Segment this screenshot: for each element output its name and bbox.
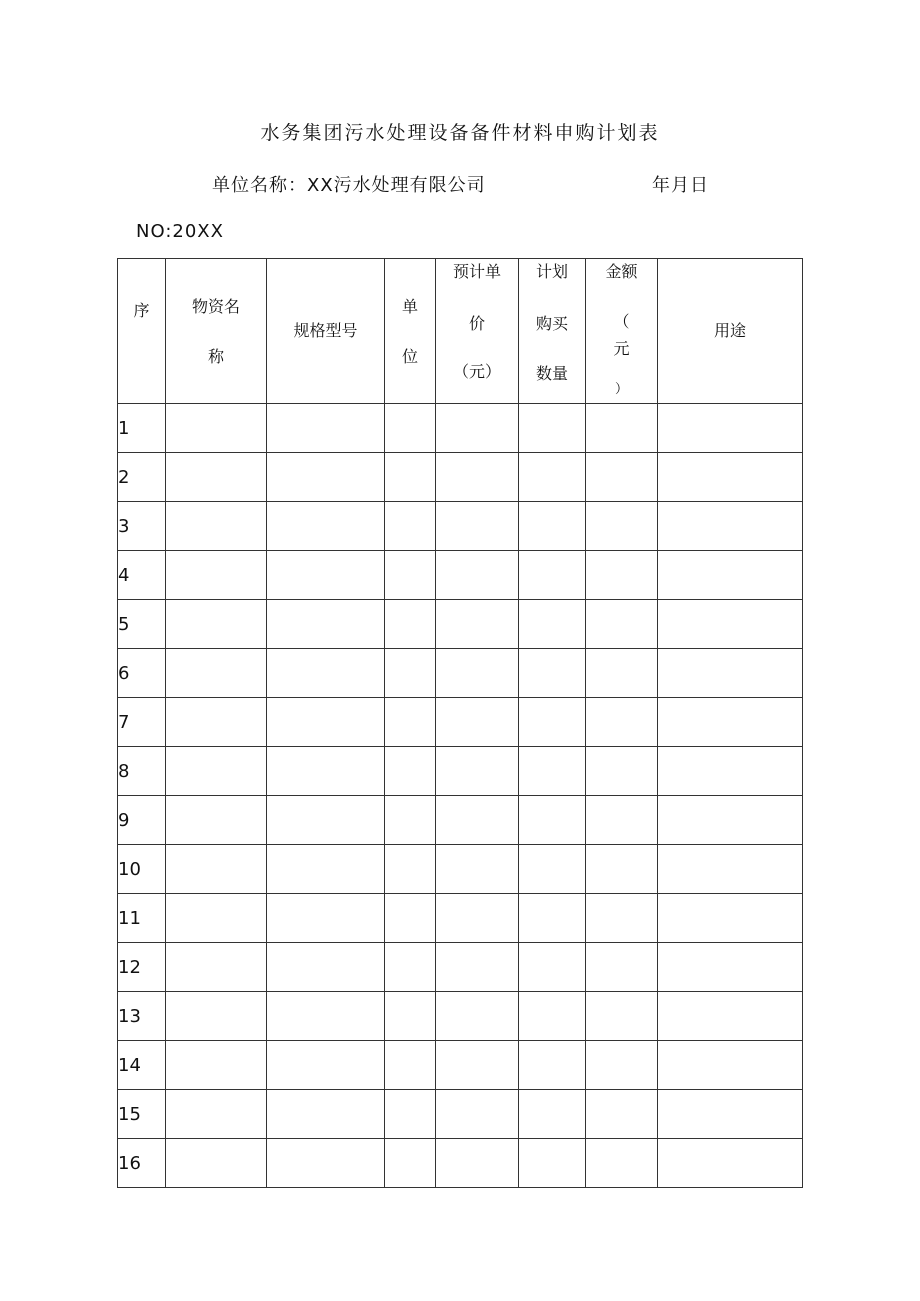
unit-cell bbox=[385, 1041, 436, 1090]
quantity-cell bbox=[519, 698, 586, 747]
item-name-cell bbox=[166, 600, 267, 649]
col-qty-line3: 数量 bbox=[535, 364, 568, 383]
amount-cell bbox=[586, 649, 658, 698]
col-item-name bbox=[166, 259, 267, 404]
unit-price-cell bbox=[436, 1041, 519, 1090]
unit-price-cell bbox=[436, 796, 519, 845]
table-row bbox=[118, 600, 803, 649]
amount-cell bbox=[586, 1139, 658, 1188]
row-number: 11 bbox=[118, 894, 166, 943]
item-name-cell bbox=[166, 404, 267, 453]
usage-cell bbox=[658, 796, 803, 845]
unit-cell bbox=[385, 698, 436, 747]
unit-cell bbox=[385, 551, 436, 600]
col-item-name-line2: 称 bbox=[207, 347, 224, 366]
purchase-plan-table bbox=[117, 258, 803, 1188]
usage-cell bbox=[658, 943, 803, 992]
usage-cell bbox=[658, 845, 803, 894]
quantity-cell bbox=[519, 502, 586, 551]
unit-price-cell bbox=[436, 992, 519, 1041]
table-row bbox=[118, 404, 803, 453]
row-number: 10 bbox=[118, 845, 166, 894]
spec-cell bbox=[267, 1041, 385, 1090]
spec-cell bbox=[267, 649, 385, 698]
unit-price-cell bbox=[436, 698, 519, 747]
item-name-cell bbox=[166, 992, 267, 1041]
col-amount-line4: ） bbox=[614, 382, 628, 397]
quantity-cell bbox=[519, 1041, 586, 1090]
item-name-cell bbox=[166, 649, 267, 698]
row-number: 8 bbox=[118, 747, 166, 796]
spec-cell bbox=[267, 551, 385, 600]
amount-cell bbox=[586, 502, 658, 551]
spec-cell bbox=[267, 1090, 385, 1139]
col-price-line2: 价 bbox=[468, 314, 485, 333]
col-unit-price bbox=[436, 259, 519, 404]
col-price-line3: （元） bbox=[452, 362, 501, 381]
table-row bbox=[118, 796, 803, 845]
unit-cell bbox=[385, 600, 436, 649]
unit-price-cell bbox=[436, 943, 519, 992]
unit-price-cell bbox=[436, 747, 519, 796]
col-amount bbox=[586, 259, 658, 404]
col-unit-line2: 位 bbox=[401, 347, 418, 366]
usage-cell bbox=[658, 1090, 803, 1139]
amount-cell bbox=[586, 992, 658, 1041]
usage-cell bbox=[658, 551, 803, 600]
table-row bbox=[118, 1139, 803, 1188]
unit-cell bbox=[385, 992, 436, 1041]
usage-cell bbox=[658, 747, 803, 796]
table-row bbox=[118, 502, 803, 551]
unit-cell bbox=[385, 796, 436, 845]
row-number: 7 bbox=[118, 698, 166, 747]
row-number: 4 bbox=[118, 551, 166, 600]
col-unit-line1: 单 bbox=[401, 297, 418, 316]
amount-cell bbox=[586, 698, 658, 747]
quantity-cell bbox=[519, 894, 586, 943]
unit-price-cell bbox=[436, 453, 519, 502]
unit-price-cell bbox=[436, 894, 519, 943]
item-name-cell bbox=[166, 698, 267, 747]
row-number: 1 bbox=[118, 404, 166, 453]
row-number: 6 bbox=[118, 649, 166, 698]
item-name-cell bbox=[166, 1090, 267, 1139]
spec-cell bbox=[267, 992, 385, 1041]
item-name-cell bbox=[166, 1041, 267, 1090]
item-name-cell bbox=[166, 551, 267, 600]
unit-cell bbox=[385, 649, 436, 698]
row-number: 12 bbox=[118, 943, 166, 992]
amount-cell bbox=[586, 894, 658, 943]
unit-price-cell bbox=[436, 1090, 519, 1139]
item-name-cell bbox=[166, 845, 267, 894]
unit-price-cell bbox=[436, 551, 519, 600]
table-row bbox=[118, 1090, 803, 1139]
quantity-cell bbox=[519, 404, 586, 453]
quantity-cell bbox=[519, 1139, 586, 1188]
col-spec-label: 规格型号 bbox=[293, 321, 358, 340]
amount-cell bbox=[586, 600, 658, 649]
row-number: 5 bbox=[118, 600, 166, 649]
table-row bbox=[118, 453, 803, 502]
quantity-cell bbox=[519, 600, 586, 649]
amount-cell bbox=[586, 551, 658, 600]
col-amount-line1: 金额 bbox=[605, 262, 638, 281]
usage-cell bbox=[658, 698, 803, 747]
item-name-cell bbox=[166, 796, 267, 845]
unit-cell bbox=[385, 894, 436, 943]
unit-price-cell bbox=[436, 404, 519, 453]
table-row bbox=[118, 551, 803, 600]
unit-cell bbox=[385, 1139, 436, 1188]
col-usage-label: 用途 bbox=[713, 321, 746, 340]
row-number: 9 bbox=[118, 796, 166, 845]
unit-name: 单位名称：XX污水处理有限公司 bbox=[212, 175, 486, 196]
spec-cell bbox=[267, 845, 385, 894]
item-name-cell bbox=[166, 1139, 267, 1188]
col-amount-line2: （ bbox=[613, 312, 630, 331]
amount-cell bbox=[586, 943, 658, 992]
usage-cell bbox=[658, 453, 803, 502]
quantity-cell bbox=[519, 796, 586, 845]
amount-cell bbox=[586, 1041, 658, 1090]
spec-cell bbox=[267, 698, 385, 747]
table-row bbox=[118, 1041, 803, 1090]
unit-cell bbox=[385, 453, 436, 502]
row-number: 2 bbox=[118, 453, 166, 502]
col-qty-line1: 计划 bbox=[535, 262, 568, 281]
page-title: 水务集团污水处理设备备件材料申购计划表 bbox=[260, 122, 660, 144]
table-row bbox=[118, 943, 803, 992]
item-name-cell bbox=[166, 894, 267, 943]
usage-cell bbox=[658, 894, 803, 943]
table-row bbox=[118, 649, 803, 698]
col-quantity bbox=[519, 259, 586, 404]
usage-cell bbox=[658, 502, 803, 551]
table-row bbox=[118, 698, 803, 747]
usage-cell bbox=[658, 1139, 803, 1188]
spec-cell bbox=[267, 1139, 385, 1188]
col-seq bbox=[118, 259, 166, 404]
table-row bbox=[118, 845, 803, 894]
amount-cell bbox=[586, 1090, 658, 1139]
amount-cell bbox=[586, 747, 658, 796]
quantity-cell bbox=[519, 1090, 586, 1139]
unit-price-cell bbox=[436, 845, 519, 894]
quantity-cell bbox=[519, 747, 586, 796]
col-item-name-line1: 物资名 bbox=[191, 297, 240, 316]
col-price-line1: 预计单 bbox=[452, 262, 501, 281]
usage-cell bbox=[658, 600, 803, 649]
header-row bbox=[118, 259, 803, 404]
spec-cell bbox=[267, 747, 385, 796]
row-number: 13 bbox=[118, 992, 166, 1041]
row-number: 3 bbox=[118, 502, 166, 551]
col-unit bbox=[385, 259, 436, 404]
unit-price-cell bbox=[436, 1139, 519, 1188]
col-amount-line3: 元 bbox=[613, 339, 630, 358]
spec-cell bbox=[267, 404, 385, 453]
row-number: 16 bbox=[118, 1139, 166, 1188]
usage-cell bbox=[658, 992, 803, 1041]
spec-cell bbox=[267, 502, 385, 551]
unit-price-cell bbox=[436, 649, 519, 698]
item-name-cell bbox=[166, 943, 267, 992]
row-number: 14 bbox=[118, 1041, 166, 1090]
amount-cell bbox=[586, 796, 658, 845]
unit-cell bbox=[385, 943, 436, 992]
unit-cell bbox=[385, 845, 436, 894]
date-label: 年月日 bbox=[652, 175, 709, 196]
usage-cell bbox=[658, 404, 803, 453]
quantity-cell bbox=[519, 551, 586, 600]
spec-cell bbox=[267, 943, 385, 992]
amount-cell bbox=[586, 404, 658, 453]
table-row bbox=[118, 747, 803, 796]
row-number: 15 bbox=[118, 1090, 166, 1139]
unit-cell bbox=[385, 747, 436, 796]
amount-cell bbox=[586, 453, 658, 502]
document-number: NO:20XX bbox=[136, 221, 224, 242]
usage-cell bbox=[658, 649, 803, 698]
col-seq-label: 序 bbox=[133, 301, 150, 320]
quantity-cell bbox=[519, 453, 586, 502]
col-spec bbox=[267, 259, 385, 404]
unit-price-cell bbox=[436, 502, 519, 551]
item-name-cell bbox=[166, 502, 267, 551]
quantity-cell bbox=[519, 992, 586, 1041]
spec-cell bbox=[267, 894, 385, 943]
unit-cell bbox=[385, 1090, 436, 1139]
spec-cell bbox=[267, 600, 385, 649]
amount-cell bbox=[586, 845, 658, 894]
usage-cell bbox=[658, 1041, 803, 1090]
unit-cell bbox=[385, 404, 436, 453]
quantity-cell bbox=[519, 649, 586, 698]
quantity-cell bbox=[519, 943, 586, 992]
table-row bbox=[118, 992, 803, 1041]
col-qty-line2: 购买 bbox=[535, 314, 568, 333]
unit-cell bbox=[385, 502, 436, 551]
spec-cell bbox=[267, 453, 385, 502]
quantity-cell bbox=[519, 845, 586, 894]
table-row bbox=[118, 894, 803, 943]
col-usage bbox=[658, 259, 803, 404]
item-name-cell bbox=[166, 747, 267, 796]
unit-price-cell bbox=[436, 600, 519, 649]
item-name-cell bbox=[166, 453, 267, 502]
spec-cell bbox=[267, 796, 385, 845]
